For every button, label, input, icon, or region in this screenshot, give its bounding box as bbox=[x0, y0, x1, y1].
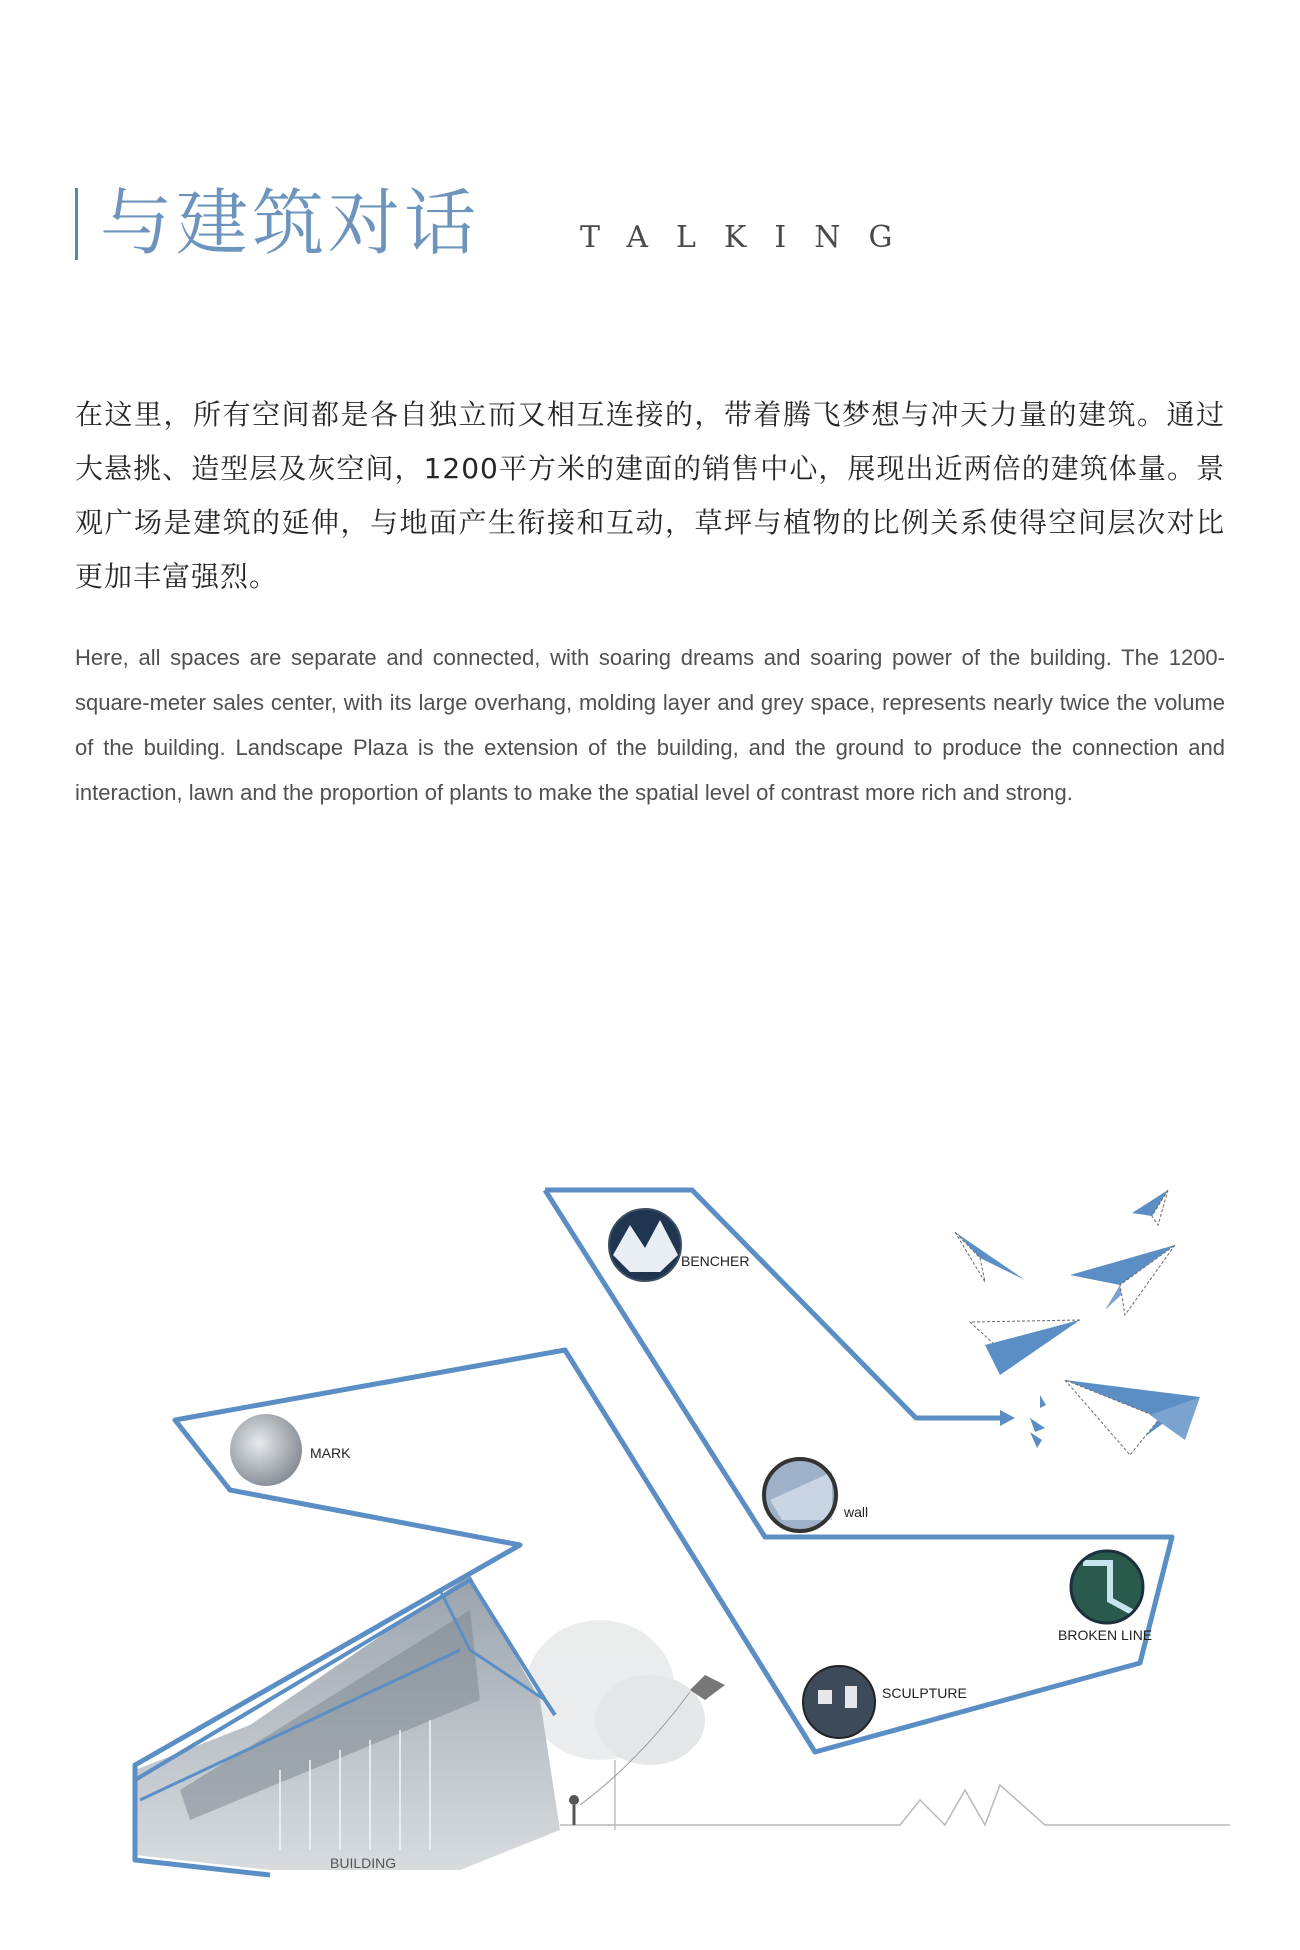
paper-plane bbox=[955, 1232, 1025, 1282]
paper-plane bbox=[1070, 1245, 1175, 1315]
flow-path-upper bbox=[545, 1190, 1000, 1418]
paper-planes bbox=[955, 1190, 1200, 1455]
label-broken-line: BROKEN LINE bbox=[1058, 1627, 1153, 1643]
arrow-head bbox=[1000, 1410, 1015, 1426]
paper-plane bbox=[970, 1320, 1080, 1375]
label-wall: wall bbox=[844, 1504, 869, 1520]
building-illustration bbox=[135, 1575, 560, 1870]
node-broken-line bbox=[1058, 1551, 1152, 1643]
node-bencher bbox=[609, 1209, 749, 1281]
paper-plane bbox=[1132, 1190, 1168, 1225]
label-sculpture: SCULPTURE bbox=[882, 1685, 967, 1701]
label-building: BUILDING bbox=[330, 1855, 397, 1871]
paragraph-cn: 在这里，所有空间都是各自独立而又相互连接的，带着腾飞梦想与冲天力量的建筑。通过大悬挑、造型层及灰空间，1200平方米的建面的销售中心，展现出近两倍的建筑体量。景观广场是建筑的延伸，与地面产生衔接和互动，草坪与植物的比例关系使得空间层次对比更加丰富强烈。 bbox=[75, 398, 1225, 593]
concept-diagram bbox=[0, 1130, 1300, 1890]
label-mark: MARK bbox=[310, 1445, 351, 1461]
paper-fragments bbox=[1030, 1395, 1046, 1448]
node-mark bbox=[230, 1414, 351, 1486]
label-bencher: BENCHER bbox=[681, 1253, 750, 1269]
paragraph-en: Here, all spaces are separate and connected, with soaring dreams and soaring power of the building. The 1200-square-meter sales center, with its large overhang, molding layer and grey space, represents nearly twice the volume of the building. Landscape Plaza is the extension of the building, and the ground to produce the connection and interaction, lawn and the proportion of plants to make the spatial level of contrast more rich and strong. bbox=[75, 645, 1225, 805]
paper-plane bbox=[1065, 1380, 1200, 1455]
page-title-en: TALKING bbox=[580, 220, 921, 255]
node-wall bbox=[764, 1459, 868, 1531]
ground-line bbox=[560, 1785, 1230, 1825]
title-accent-bar bbox=[75, 188, 78, 260]
page-title-cn: 与建筑对话 bbox=[100, 181, 481, 265]
node-sculpture bbox=[803, 1666, 967, 1738]
